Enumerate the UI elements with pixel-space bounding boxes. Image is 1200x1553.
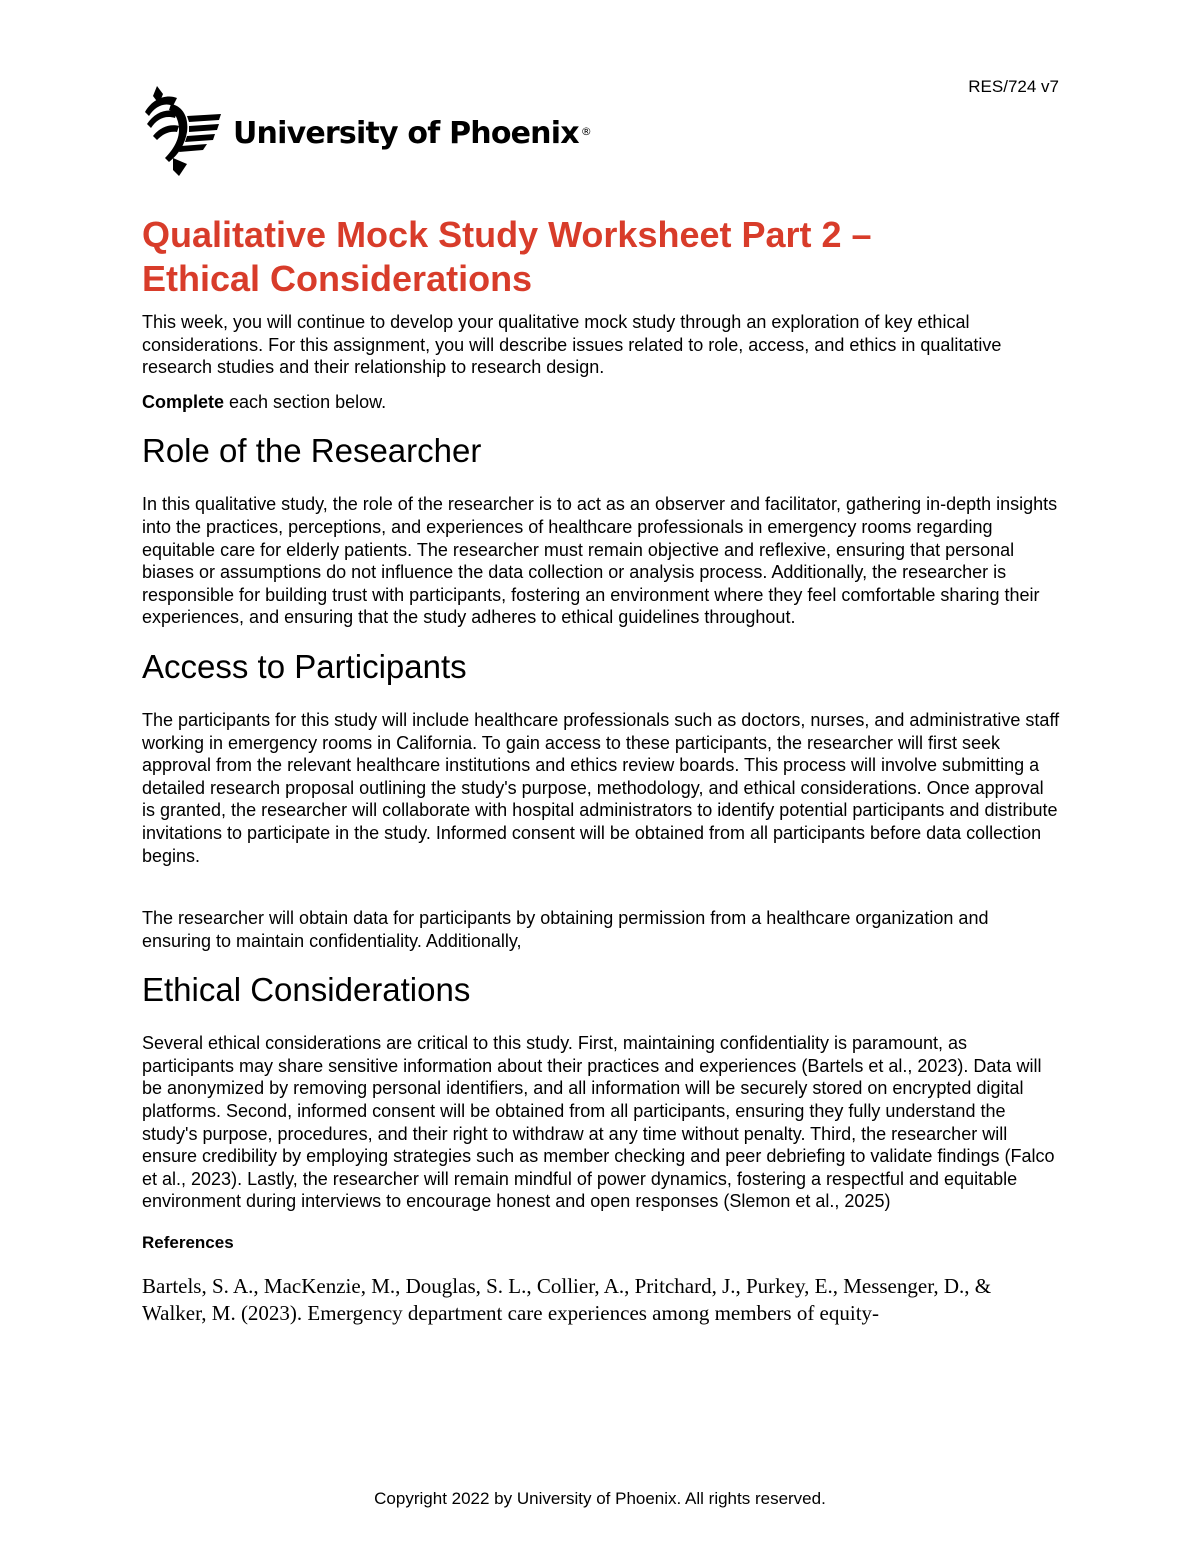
registered-mark: ® xyxy=(580,124,591,138)
section-heading-ethics: Ethical Considerations xyxy=(142,971,471,1009)
document-content xyxy=(142,213,1060,1327)
access-paragraph-2: The researcher will obtain data for participants by obtaining permission from a healthcare organization and ensuring to maintain confidentiality. Additionally, xyxy=(142,908,989,951)
section-heading-access: Access to Participants xyxy=(142,647,467,685)
intro-paragraph: This week, you will continue to develop your qualitative mock study through an exploration of key ethical considerations. For this assignment, you will describe issues related to role, access, and ethics in qualitative research studies and their relationship to research design. xyxy=(142,312,1002,378)
access-paragraph-1: The participants for this study will include healthcare professionals such as doctors, nurses, and administrative staff working in emergency rooms in California. To gain access to these participants, the researcher will first seek approval from the relevant healthcare institutions and ethics review boards. This process will involve submitting a detailed research proposal outlining the study's purpose, methodology, and ethical considerations. Once approval is granted, the researcher will collaborate with hospital administrators to identify potential participants and distribute invitations to participate in the study. Informed consent will be obtained from all participants before data collection begins. xyxy=(142,709,1060,866)
ethics-paragraph: Several ethical considerations are critical to this study. First, maintaining confidentiality is paramount, as participants may share sensitive information about their practices and experiences (Bartels et al., 2023). Data will be anonymized by removing personal identifiers, and all information will be securely stored on encrypted digital platforms. Second, informed consent will be obtained from all participants, ensuring they fully understand the study's purpose, procedures, and their right to withdraw at any time without penalty. Third, the researcher will ensure credibility by employing strategies such as member checking and peer debriefing to validate findings (Falco et al., 2023). Lastly, the researcher will remain mindful of power dynamics, fostering a respectful and equitable environment during interviews to encourage honest and open responses (Slemon et al., 2025) xyxy=(142,1033,1055,1212)
instruction-rest: each section below. xyxy=(224,391,387,412)
university-logo xyxy=(143,84,591,176)
instruction-line xyxy=(142,391,1060,414)
page-title xyxy=(142,213,1060,301)
reference-entry: Bartels, S. A., MacKenzie, M., Douglas, S. L., Collier, A., Pritchard, J., Purkey, E., Messenger, D., & Walker, M. (2023). Emergency department care experiences among members of equity- xyxy=(142,1274,992,1326)
phoenix-bird-icon xyxy=(143,84,223,176)
course-code: RES/724 v7 xyxy=(968,77,1059,96)
section-heading-role: Role of the Researcher xyxy=(142,432,482,470)
copyright-footer: Copyright 2022 by University of Phoenix. All rights reserved. xyxy=(374,1489,826,1508)
logo-wordmark xyxy=(233,116,591,151)
references-heading: References xyxy=(142,1233,234,1253)
title-line-1: Qualitative Mock Study Worksheet Part 2 – xyxy=(142,214,872,255)
role-paragraph: In this qualitative study, the role of the researcher is to act as an observer and facilitator, gathering in-depth insights into the practices, perceptions, and experiences of healthcare professionals in emergency rooms regarding equitable care for elderly patients. The researcher must remain objective and reflexive, ensuring that personal biases or assumptions do not influence the data collection or analysis process. Additionally, the researcher is responsible for building trust with participants, fostering an environment where they feel comfortable sharing their experiences, and ensuring that the study adheres to ethical guidelines throughout. xyxy=(142,494,1058,628)
instruction-bold: Complete xyxy=(142,391,225,412)
logo-name: University of Phoenix xyxy=(233,115,579,151)
title-line-2: Ethical Considerations xyxy=(142,258,533,299)
